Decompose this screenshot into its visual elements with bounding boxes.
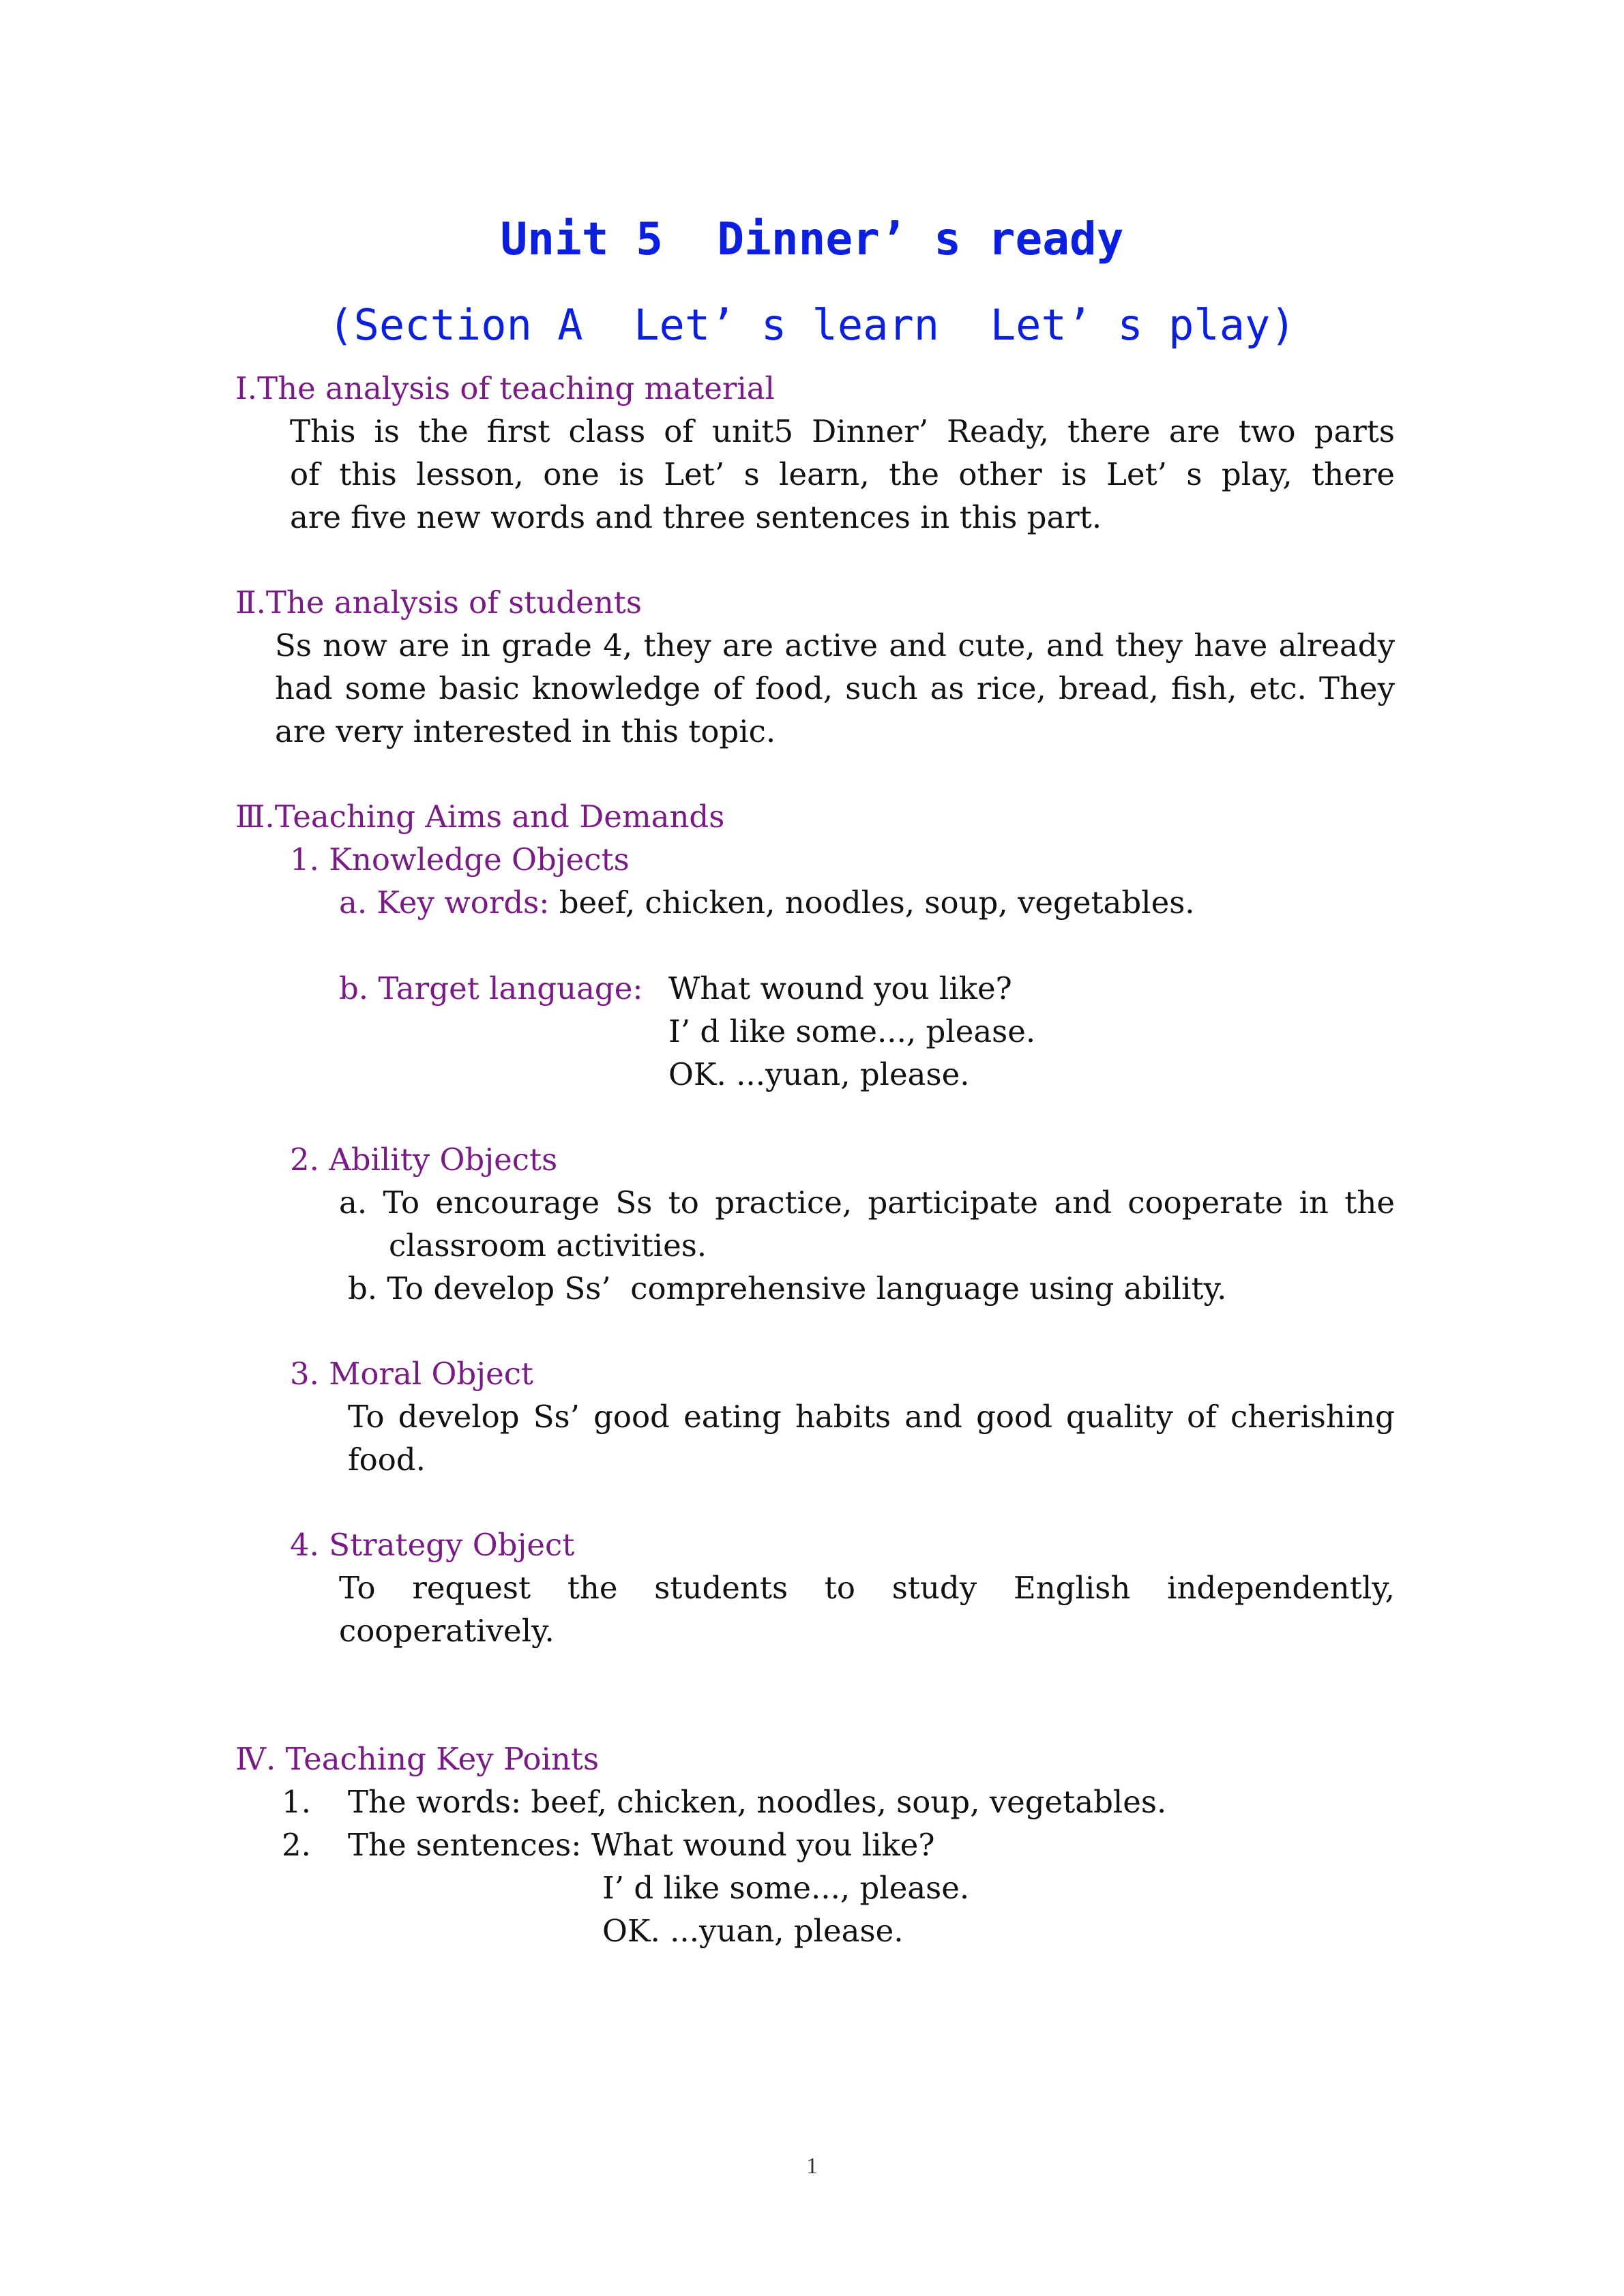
key-point-2-line-2: I’ d like some..., please. <box>602 1870 970 1906</box>
material-line-3: are five new words and three sentences in this part. <box>290 499 1102 535</box>
key-point-2-number: 2. <box>282 1827 311 1863</box>
moral-line-2: food. <box>348 1442 426 1478</box>
target-language-line-3: OK. ...yuan, please. <box>668 1056 970 1092</box>
target-language-label: b. Target language: <box>339 970 643 1007</box>
target-language-line-1: What wound you like? <box>668 970 1012 1007</box>
students-line-1: Ss now are in grade 4, they are active and cute, and they have already <box>275 627 1395 664</box>
document-title: Unit 5 Dinner’ s ready <box>500 213 1124 265</box>
document-subtitle: (Section A Let’ s learn Let’ s play) <box>328 300 1296 350</box>
key-words-line <box>339 884 1195 921</box>
section-heading-key-points: Ⅳ. Teaching Key Points <box>235 1741 600 1777</box>
knowledge-objects-heading: 1. Knowledge Objects <box>290 841 630 878</box>
strategy-object-heading: 4. Strategy Object <box>290 1527 575 1563</box>
key-point-1-text: The words: beef, chicken, noodles, soup, vegetables. <box>348 1784 1167 1820</box>
ability-a-line-1: a. To encourage Ss to practice, participate and cooperate in the <box>339 1184 1395 1221</box>
students-line-2: had some basic knowledge of food, such as rice, bread, fish, etc. They <box>275 670 1395 706</box>
material-line-2: of this lesson, one is Let’ s learn, the other is Let’ s play, there <box>290 456 1395 492</box>
strategy-line-2: cooperatively. <box>339 1613 555 1649</box>
key-point-1-number: 1. <box>282 1784 311 1820</box>
target-language-line-2: I’ d like some..., please. <box>668 1013 1036 1049</box>
key-words-text: beef, chicken, noodles, soup, vegetables. <box>549 884 1195 921</box>
page-number: 1 <box>806 2153 818 2179</box>
key-point-2-text: The sentences: What wound you like? <box>348 1827 935 1863</box>
ability-b-line: b. To develop Ss’ comprehensive language using ability. <box>348 1270 1227 1307</box>
section-heading-material: Ⅰ.The analysis of teaching material <box>235 370 775 406</box>
moral-line-1: To develop Ss’ good eating habits and good quality of cherishing <box>348 1399 1395 1435</box>
strategy-line-1: To request the students to study English independently, <box>339 1570 1395 1606</box>
section-heading-aims: Ⅲ.Teaching Aims and Demands <box>235 799 725 835</box>
students-line-3: are very interested in this topic. <box>275 713 776 749</box>
ability-objects-heading: 2. Ability Objects <box>290 1142 558 1178</box>
material-line-1: This is the first class of unit5 Dinner’ Ready, there are two parts <box>290 413 1395 449</box>
ability-a-line-2: classroom activities. <box>389 1227 707 1264</box>
moral-object-heading: 3. Moral Object <box>290 1356 534 1392</box>
key-words-label: a. Key words: <box>339 884 550 921</box>
section-heading-students: Ⅱ.The analysis of students <box>235 584 642 621</box>
key-point-2-line-3: OK. ...yuan, please. <box>602 1913 904 1949</box>
